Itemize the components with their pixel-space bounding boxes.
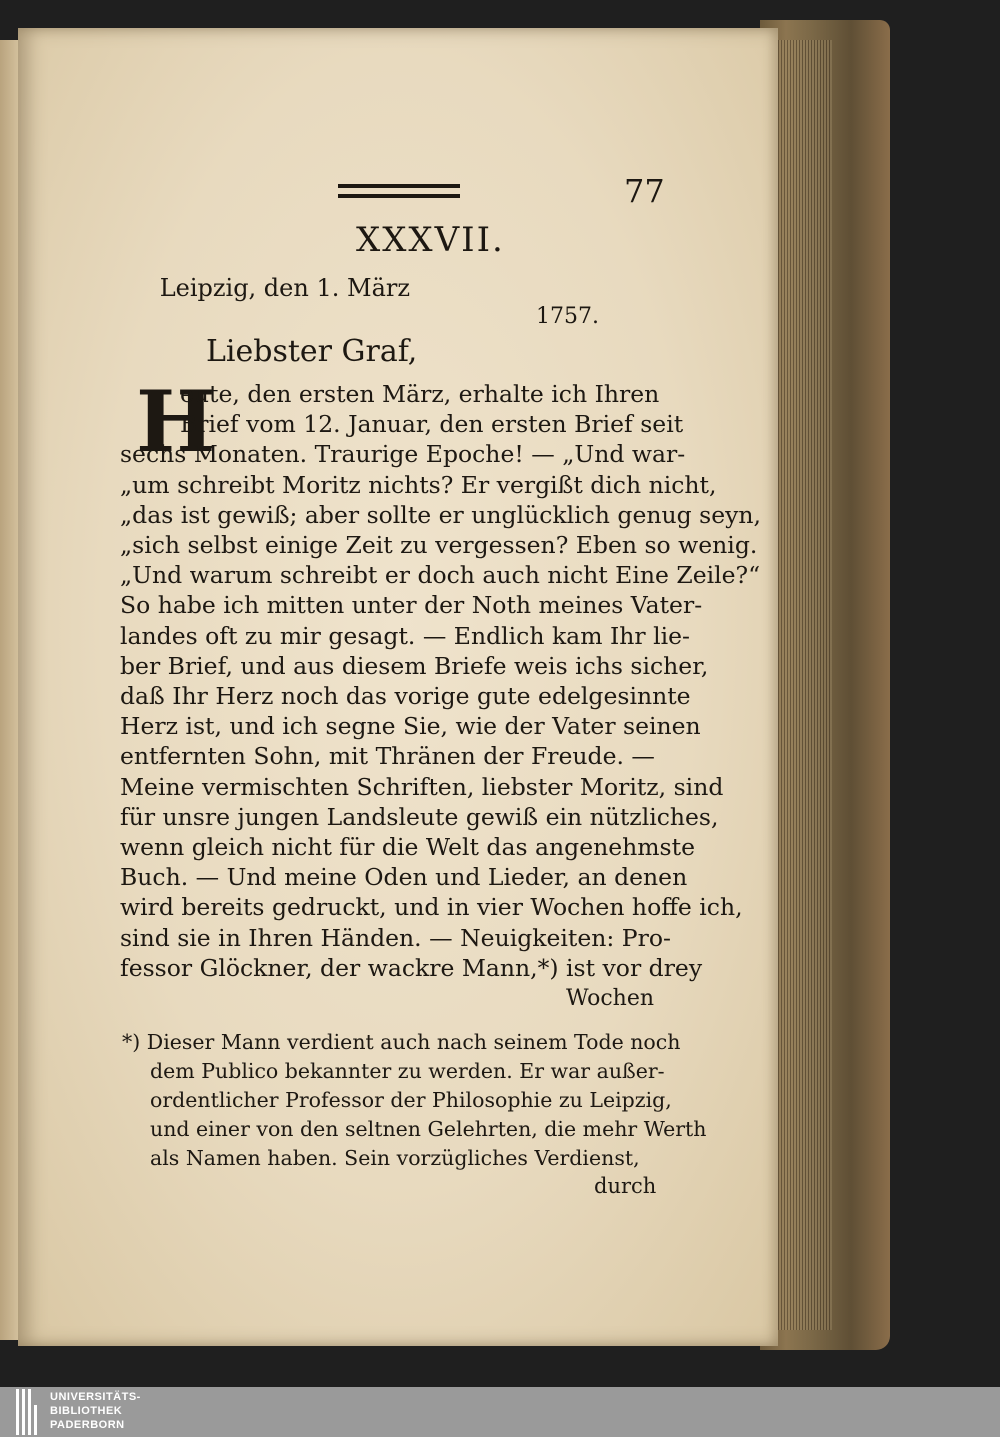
body-line: daß Ihr Herz noch das vorige gute edelgesinnte xyxy=(120,682,691,710)
body-line: Brief vom 12. Januar, den ersten Brief seit xyxy=(180,410,684,439)
logo-line: UNIVERSITÄTS- xyxy=(50,1391,141,1403)
body-line: „Und warum schreibt er doch auch nicht Eine Zeile?“ xyxy=(120,561,761,590)
library-logo-text xyxy=(50,1390,141,1432)
body-line: für unsre jungen Landsleute gewiß ein nützliches, xyxy=(120,802,719,831)
footnote-line: und einer von den seltnen Gelehrten, die mehr Werth xyxy=(150,1117,707,1141)
body-line: landes oft zu mir gesagt. — Endlich kam Ihr lie- xyxy=(120,621,690,650)
header-double-rule xyxy=(338,184,460,198)
body-line: ber Brief, und aus diesem Briefe weis ichs sicher, xyxy=(120,651,709,680)
body-line: „sich selbst einige Zeit zu vergessen? Eben so wenig. xyxy=(120,531,758,559)
drop-cap: H xyxy=(136,372,216,471)
logo-line: BIBLIOTHEK xyxy=(50,1405,123,1417)
library-footer xyxy=(0,1387,1000,1437)
body-line: Buch. — Und meine Oden und Lieder, an denen xyxy=(120,863,688,892)
body-line: wenn gleich nicht für die Welt das angenehmste xyxy=(120,833,695,861)
body-line: eute, den ersten März, erhalte ich Ihren xyxy=(180,380,660,408)
footnote-catchword: durch xyxy=(594,1174,657,1198)
body-line: So habe ich mitten unter der Noth meines Vater- xyxy=(120,591,703,620)
date-year: 1757. xyxy=(536,304,599,329)
catchword: Wochen xyxy=(566,986,655,1011)
page-stack-lines xyxy=(772,40,832,1330)
body-line: Meine vermischten Schriften, liebster Moritz, sind xyxy=(120,772,724,801)
body-line: wird bereits gedruckt, und in vier Wochen hoffe ich, xyxy=(120,893,743,922)
book-page xyxy=(18,28,778,1346)
logo-line: PADERBORN xyxy=(50,1419,125,1431)
library-logo-icon xyxy=(16,1389,42,1435)
footnote-line: *) Dieser Mann verdient auch nach seinem Tode noch xyxy=(122,1030,681,1054)
body-line: fessor Glöckner, der wackre Mann,*) ist vor drey xyxy=(120,953,703,982)
body-line: „das ist gewiß; aber sollte er unglücklich genug seyn, xyxy=(120,500,761,529)
footnote-line: als Namen haben. Sein vorzügliches Verdienst, xyxy=(150,1146,640,1170)
body-line: sind sie in Ihren Händen. — Neuigkeiten: Pro- xyxy=(120,923,671,952)
salutation: Liebster Graf, xyxy=(206,334,418,369)
footnote-line: ordentlicher Professor der Philosophie zu Leipzig, xyxy=(150,1088,672,1112)
body-line: entfernten Sohn, mit Thränen der Freude. — xyxy=(120,742,655,771)
page-number: 77 xyxy=(624,172,665,210)
body-line: „um schreibt Moritz nichts? Er vergißt dich nicht, xyxy=(120,470,717,499)
body-line: Herz ist, und ich segne Sie, wie der Vater seinen xyxy=(120,712,701,741)
dateline: Leipzig, den 1. März xyxy=(159,274,410,302)
letter-number-heading: XXXVII. xyxy=(356,220,505,260)
footnote-line: dem Publico bekannter zu werden. Er war außer- xyxy=(150,1059,665,1083)
body-line: sechs Monaten. Traurige Epoche! — „Und war- xyxy=(120,440,686,469)
